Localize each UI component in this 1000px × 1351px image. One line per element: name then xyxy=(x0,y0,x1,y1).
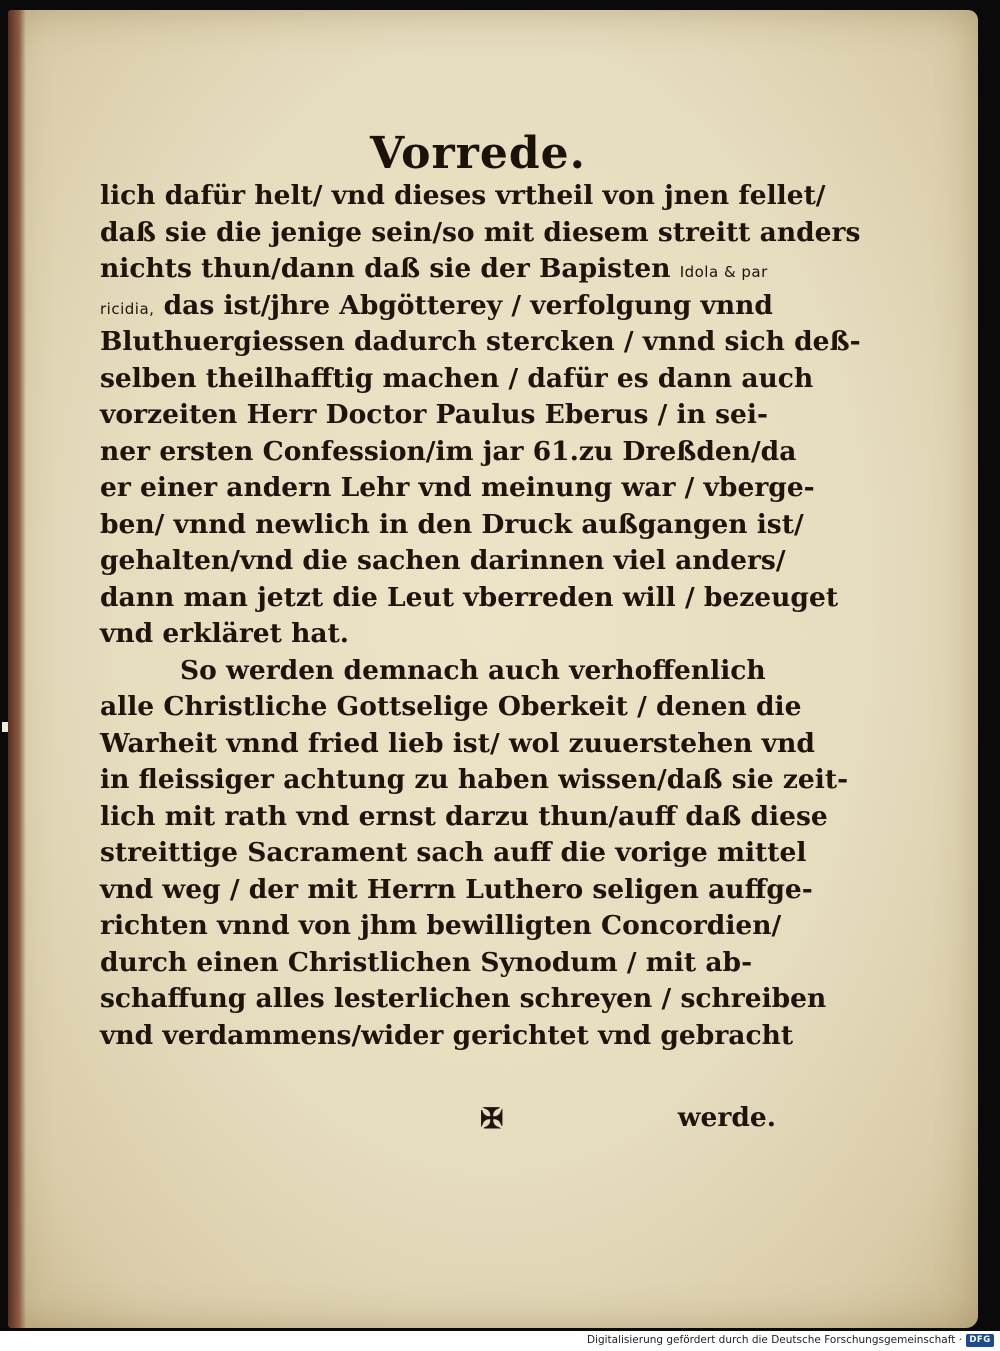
book-spine xyxy=(8,10,26,1328)
text-line xyxy=(100,215,861,252)
line-text: er einer andern Lehr vnd meinung war / vberge- xyxy=(100,472,815,503)
line-text: Warheit vnnd fried lieb ist/ wol zuuerstehen vnd xyxy=(100,727,815,759)
text-line xyxy=(100,251,776,288)
page-footer-row xyxy=(100,1102,776,1142)
text-line xyxy=(100,726,815,763)
line-text: selben theilhafftig machen / dafür es dann auch xyxy=(100,362,814,394)
body-text xyxy=(100,178,861,1054)
line-text: vnd verdammens/wider gerichtet vnd gebracht xyxy=(100,1019,794,1051)
text-line xyxy=(100,543,786,580)
text-line xyxy=(100,981,827,1018)
footer-credit: Digitalisierung gefördert durch die Deutsche Forschungsgemeinschaft · xyxy=(586,1334,962,1346)
line-text: vorzeiten Herr Doctor Paulus Eberus / in sei- xyxy=(100,399,768,430)
text-line xyxy=(100,872,813,909)
text-line xyxy=(100,580,839,617)
text-line xyxy=(100,835,807,872)
text-line xyxy=(100,361,814,398)
text-line xyxy=(100,288,776,325)
line-text: nichts thun/dann daß sie der Bapisten xyxy=(100,253,680,284)
text-line xyxy=(100,178,826,215)
line-text: vnd weg / der mit Herrn Luthero seligen auffge- xyxy=(100,873,813,905)
text-line xyxy=(100,653,776,690)
line-text: alle Christliche Gottselige Oberkeit / denen die xyxy=(100,691,802,722)
text-line xyxy=(100,1018,794,1055)
text-line xyxy=(100,507,804,544)
signature-mark: ✠ xyxy=(480,1102,504,1135)
line-text: vnd erkläret hat. xyxy=(100,618,350,649)
line-text: gehalten/vnd die sachen darinnen viel anders/ xyxy=(100,545,786,576)
line-text: richten vnnd von jhm bewilligten Concordien/ xyxy=(100,910,782,941)
text-line xyxy=(100,470,815,507)
line-text: Bluthuergiessen dadurch stercken / vnnd sich deß- xyxy=(100,326,861,357)
text-line xyxy=(100,689,802,726)
text-line xyxy=(100,616,776,653)
latin-phrase: ricidia, xyxy=(100,299,155,318)
dfg-logo: DFG xyxy=(966,1334,994,1347)
line-text: So werden demnach auch verhoffenlich xyxy=(180,654,766,686)
text-line xyxy=(100,762,849,799)
line-text: das ist/jhre Abgötterey / verfolgung vnnd xyxy=(154,289,773,321)
line-text: ner ersten Confession/im jar 61.zu Dreßden/da xyxy=(100,435,797,467)
line-text: durch einen Christlichen Synodum / mit ab- xyxy=(100,946,753,978)
latin-phrase: Idola & par xyxy=(679,263,768,281)
page-edge-mark xyxy=(2,722,8,732)
line-text: streittige Sacrament sach auff die vorige mittel xyxy=(100,837,807,868)
text-line xyxy=(100,397,776,434)
text-line xyxy=(100,434,797,471)
line-text: daß sie die jenige sein/so mit diesem streitt anders xyxy=(100,216,861,248)
text-line xyxy=(100,799,828,836)
catchword: werde. xyxy=(677,1102,776,1133)
page-heading: Vorrede. xyxy=(370,128,586,179)
text-line xyxy=(100,945,776,982)
line-text: dann man jetzt die Leut vberreden will / bezeuget xyxy=(100,581,839,613)
line-text: lich mit rath vnd ernst darzu thun/auff daß diese xyxy=(100,800,828,832)
text-line xyxy=(100,908,782,945)
text-line xyxy=(100,324,861,361)
line-text: schaffung alles lesterlichen schreyen / schreiben xyxy=(100,983,827,1014)
digitization-footer xyxy=(0,1331,1000,1351)
line-text: in fleissiger achtung zu haben wissen/daß sie zeit- xyxy=(100,764,849,795)
line-text: lich dafür helt/ vnd dieses vrtheil von jnen fellet/ xyxy=(100,180,826,211)
line-text: ben/ vnnd newlich in den Druck außgangen ist/ xyxy=(100,508,804,540)
